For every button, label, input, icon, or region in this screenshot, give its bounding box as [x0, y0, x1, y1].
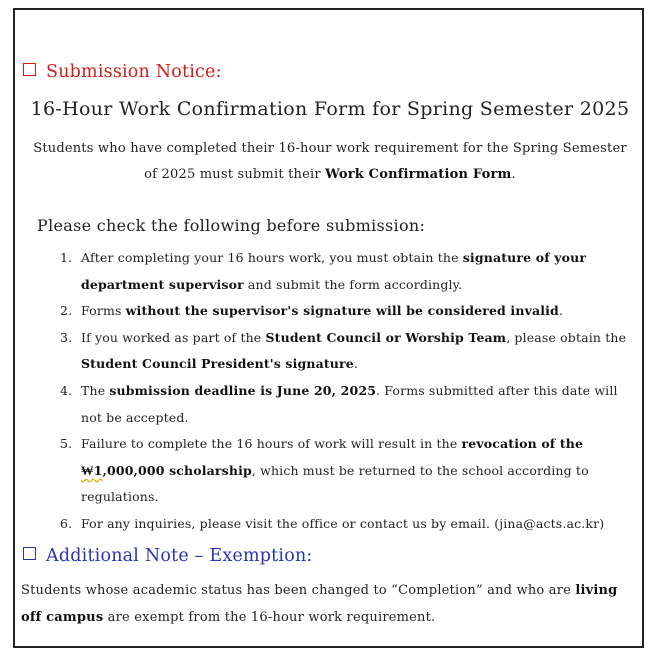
note-text: Students whose academic status has been changed to “Completion” and who are	[21, 583, 576, 598]
submission-notice-heading-text: Submission Notice:	[46, 62, 222, 82]
list-text: .	[353, 356, 359, 372]
additional-note-heading	[23, 546, 313, 566]
intro-text: Students who have completed their 16-hour work requirement for the Spring Semester of 2025 must submit their	[33, 141, 627, 182]
list-item	[56, 298, 636, 325]
spellcheck-underlined-text: ₩1	[81, 462, 103, 478]
list-number: 6.	[60, 515, 73, 531]
list-text: After completing your 16 hours work, you must obtain the	[81, 250, 463, 265]
list-number: 2.	[60, 303, 73, 319]
checklist-heading: Please check the following before submission:	[37, 216, 426, 235]
list-bold-text: signature of your department supervisor	[81, 250, 587, 292]
form-title: 16-Hour Work Confirmation Form for Spring Semester 2025	[30, 98, 630, 120]
list-text: For any inquiries, please visit the office or contact us by email. (jina@acts.ac.kr)	[81, 515, 605, 531]
note-bold-text: living off campus	[21, 583, 618, 625]
list-bold-text: submission deadline is June 20, 2025	[109, 382, 377, 398]
additional-note-paragraph	[21, 577, 635, 631]
checklist	[56, 245, 636, 538]
list-item	[56, 325, 636, 378]
intro-period: .	[511, 167, 516, 182]
list-item	[56, 511, 636, 538]
list-bold-text: Student Council or Worship Team	[265, 329, 507, 345]
list-bold-text: without the supervisor's signature will be considered invalid	[125, 303, 559, 319]
list-text: If you worked as part of the	[81, 329, 266, 345]
list-number: 3.	[60, 329, 73, 345]
intro-form-name: Work Confirmation Form	[325, 167, 512, 182]
additional-note-heading-text: Additional Note – Exemption:	[46, 546, 313, 566]
list-number: 1.	[60, 250, 73, 265]
list-bold-text: Student Council President's signature	[81, 356, 354, 372]
submission-notice-heading	[23, 62, 222, 82]
list-bold-text: revocation of the	[461, 436, 584, 452]
list-number: 4.	[60, 382, 73, 398]
list-text: , please obtain the	[506, 329, 627, 345]
checkbox-square-icon	[23, 547, 36, 560]
list-item	[56, 245, 636, 298]
list-text: .	[558, 303, 564, 319]
list-text: . Forms submitted after this date will not be accepted.	[81, 382, 618, 425]
list-text: and submit the form accordingly.	[243, 276, 463, 292]
intro-paragraph	[28, 136, 632, 188]
list-text: The	[81, 382, 110, 398]
list-bold-text: ,000,000 scholarship	[102, 462, 252, 478]
checkbox-square-icon	[23, 63, 36, 76]
note-text: are exempt from the 16-hour work requirement.	[103, 610, 436, 625]
list-text: , which must be returned to the school according to regulations.	[81, 462, 589, 505]
list-item	[56, 431, 636, 511]
list-text: Failure to complete the 16 hours of work will result in the	[81, 436, 462, 452]
list-number: 5.	[60, 436, 73, 452]
list-text: Forms	[81, 303, 126, 319]
list-item	[56, 378, 636, 431]
